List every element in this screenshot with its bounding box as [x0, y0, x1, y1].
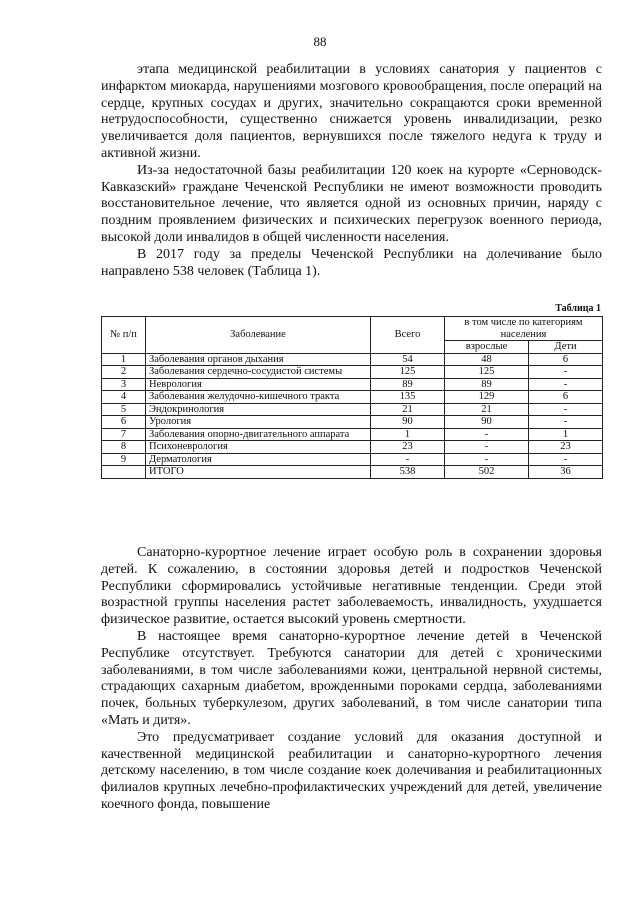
disease-table: [101, 316, 603, 479]
row-children: 6: [529, 353, 603, 366]
row-total: 125: [371, 366, 445, 379]
table-row: [102, 391, 603, 404]
table-row: [102, 366, 603, 379]
row-adults: 90: [445, 416, 529, 429]
paragraph: Это предусматривает создание условий для оказания доступной и качественной медицинской реабилитации и санаторно-курортного лечения детскому населению, в том числе создание коек долечивания и реабилитационных филиалов крупных лечебно-профилактических учреждений для детей, увеличение коечного фонда, повышение: [101, 729, 602, 812]
row-num: 9: [102, 453, 146, 466]
header-children: Дети: [529, 341, 603, 354]
table-row: [102, 453, 603, 466]
row-disease: Заболевания опорно-двигательного аппарата: [146, 428, 371, 441]
row-total: 54: [371, 353, 445, 366]
header-adults: взрослые: [445, 341, 529, 354]
row-num: 4: [102, 391, 146, 404]
table-row: [102, 353, 603, 366]
total-row-total: 538: [371, 466, 445, 479]
total-row-adults: 502: [445, 466, 529, 479]
row-children: 1: [529, 428, 603, 441]
header-category-group: в том числе по категориям населения: [445, 317, 603, 341]
paragraph: Из-за недостаточной базы реабилитации 120 коек на курорте «Серноводск-Кавказский» граждане Чеченской Республики не имеют возможности проводить восстановительное лечение, что является одной из основных причин, наряду с поздним проявлением физических и психических перегрузок военного периода, высокой доли инвалидов в общей численности населения.: [101, 162, 602, 245]
row-disease: Заболевания органов дыхания: [146, 353, 371, 366]
row-adults: -: [445, 428, 529, 441]
header-disease: Заболевание: [146, 317, 371, 354]
row-total: 135: [371, 391, 445, 404]
row-num: 8: [102, 441, 146, 454]
row-children: -: [529, 403, 603, 416]
row-disease: Заболевания желудочно-кишечного тракта: [146, 391, 371, 404]
row-disease: Урология: [146, 416, 371, 429]
text-block-top: [101, 62, 602, 280]
row-children: 6: [529, 391, 603, 404]
paragraph: В 2017 году за пределы Чеченской Республики на долечивание было направлено 538 человек (Таблица 1).: [101, 246, 602, 279]
row-children: -: [529, 366, 603, 379]
table-total-row: [102, 466, 603, 479]
row-adults: 48: [445, 353, 529, 366]
table-row: [102, 403, 603, 416]
row-children: -: [529, 378, 603, 391]
total-row-children: 36: [529, 466, 603, 479]
row-children: 23: [529, 441, 603, 454]
row-total: 21: [371, 403, 445, 416]
text-block-bottom: [101, 545, 602, 814]
table-row: [102, 428, 603, 441]
row-disease: Психоневрология: [146, 441, 371, 454]
row-total: 89: [371, 378, 445, 391]
row-disease: Неврология: [146, 378, 371, 391]
table-row: [102, 441, 603, 454]
header-total: Всего: [371, 317, 445, 354]
row-children: -: [529, 453, 603, 466]
row-adults: 125: [445, 366, 529, 379]
row-disease: Заболевания сердечно-сосудистой системы: [146, 366, 371, 379]
paragraph: Санаторно-курортное лечение играет особую роль в сохранении здоровья детей. К сожалению, в состоянии здоровья детей и подростков Чеченской Республики сформировались устойчивые негативные тенденции. Среди этой возрастной группы населения растет заболеваемость, инвалидность, ухудшается физическое развитие, остается высокий уровень смертности.: [101, 545, 602, 628]
row-num: 5: [102, 403, 146, 416]
row-num: 7: [102, 428, 146, 441]
row-adults: 129: [445, 391, 529, 404]
row-adults: 21: [445, 403, 529, 416]
row-total: -: [371, 453, 445, 466]
total-row-label: ИТОГО: [146, 466, 371, 479]
table-caption: Таблица 1: [555, 303, 601, 314]
row-num: 3: [102, 378, 146, 391]
row-num: 2: [102, 366, 146, 379]
row-total: 90: [371, 416, 445, 429]
paragraph: В настоящее время санаторно-курортное лечение детей в Чеченской Республике отсутствует. Требуются санатории для детей с хроническими заболеваниями, в том числе заболеваниями кожи, центральной нервной системы, страдающих сахарным диабетом, врожденными пороками сердца, заболеваниями почек, больных туберкулезом, других заболеваний, в том числе санатории типа «Мать и дитя».: [101, 628, 602, 728]
row-total: 1: [371, 428, 445, 441]
page-number: 88: [313, 34, 327, 49]
total-row-num: [102, 466, 146, 479]
table-row: [102, 416, 603, 429]
row-adults: -: [445, 441, 529, 454]
row-adults: -: [445, 453, 529, 466]
row-disease: Дерматология: [146, 453, 371, 466]
row-num: 6: [102, 416, 146, 429]
paragraph: этапа медицинской реабилитации в условиях санатория у пациентов с инфарктом миокарда, нарушениями мозгового кровообращения, после операций на сердце, крупных сосудах и других, значительно сокращаются сроки временной нетрудоспособности, существенно снижается уровень инвалидизации, резко увеличивается доля пациентов, вернувшихся после тяжелого недуга к труду и активной жизни.: [101, 62, 602, 161]
row-num: 1: [102, 353, 146, 366]
row-disease: Эндокринология: [146, 403, 371, 416]
row-total: 23: [371, 441, 445, 454]
row-adults: 89: [445, 378, 529, 391]
table-row: [102, 378, 603, 391]
header-num: № п/п: [102, 317, 146, 354]
row-children: -: [529, 416, 603, 429]
